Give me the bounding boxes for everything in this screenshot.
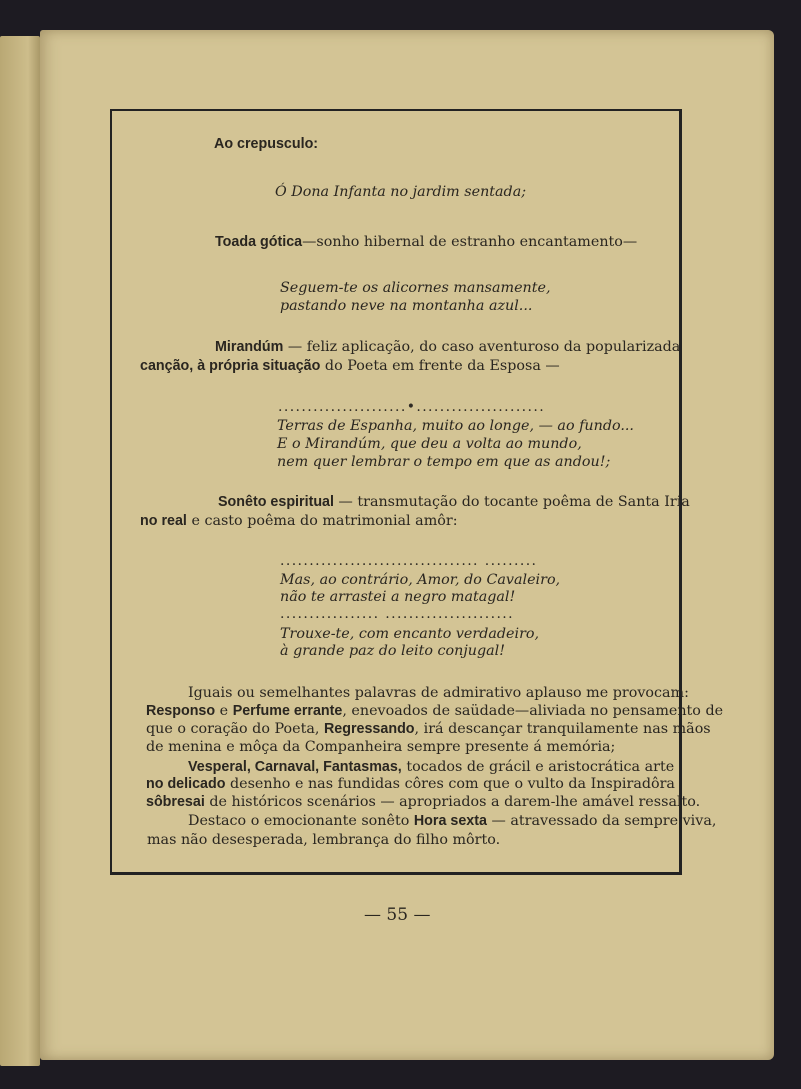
verse-line: nem quer lembrar o tempo em que as andou!; [277, 454, 611, 470]
paragraph-line: mas não desesperada, lembrança do filho môrto. [147, 832, 501, 848]
text-run: —sonho hibernal de estranho encantamento— [302, 234, 638, 250]
paragraph-line [146, 721, 711, 737]
text-bold: no delicado [146, 776, 226, 792]
paragraph-line: Iguais ou semelhantes palavras de admirativo aplauso me provocam: [188, 685, 689, 701]
verse-line: Terras de Espanha, muito ao longe, — ao fundo... [277, 418, 634, 434]
paragraph-line [215, 235, 637, 249]
paragraph-line [215, 339, 681, 355]
text-run: e casto poêma do matrimonial amôr: [191, 513, 458, 529]
paragraph-line [140, 359, 560, 373]
text-run: — atravessado da sempre viva, [486, 813, 717, 829]
poem-title: Regressando [323, 721, 415, 737]
verse-line: Mas, ao contrário, Amor, do Cavaleiro, [280, 572, 561, 588]
text-run: — feliz aplicação, do caso aventuroso da popularizada [287, 339, 681, 355]
poem-title: Sonêto espiritual [218, 494, 334, 510]
facing-page-edge [0, 36, 40, 1066]
poem-title: Responso [146, 703, 216, 719]
paragraph-line: de menina e môça da Companheira sempre presente á memória; [146, 739, 616, 755]
verse-line: Seguem-te os alicornes mansamente, [280, 280, 551, 296]
text-run: tocados de grácil e aristocrática arte [401, 759, 675, 775]
text-run: desenho e nas fundidas côres com que o vulto da Inspiradôra [225, 776, 675, 792]
poem-title: Mirandúm [215, 339, 284, 355]
text-run: do Poeta em frente da Esposa — [324, 358, 560, 374]
text-run: — transmutação do tocante poêma de Santa Iria [338, 494, 690, 510]
paragraph-line [188, 813, 717, 829]
verse-line: à grande paz do leito conjugal! [280, 643, 505, 659]
verse-line: Trouxe-te, com encanto verdadeiro, [280, 626, 540, 642]
ellipsis-row: ......................•...................... [278, 399, 546, 415]
paragraph-line [218, 494, 690, 510]
ellipsis-row: .................................. ......... [280, 553, 538, 569]
paragraph-line [146, 776, 675, 792]
text-bold: no real [140, 513, 187, 529]
verse-line: não te arrastei a negro matagal! [280, 589, 516, 605]
page-number: — 55 — [364, 905, 431, 925]
text-run: , enevoados de saüdade—aliviada no pensamento de [342, 703, 724, 719]
section-heading: Ao crepusculo: [214, 136, 319, 152]
paragraph-line [140, 514, 458, 528]
paragraph-line [146, 794, 701, 810]
text-run: Destaco o emocionante sonêto [188, 813, 414, 829]
poem-title: Hora sexta [413, 813, 487, 829]
paragraph-line [188, 759, 675, 775]
text-run: de históricos scenários — apropriados a darem-lhe amável ressalto. [204, 794, 701, 810]
poem-title: Vesperal, Carnaval, Fantasmas, [188, 759, 402, 775]
text-bold: canção, à própria situação [140, 358, 321, 374]
text-run: que o coração do Poeta, [146, 721, 324, 737]
poem-title: Perfume errante [232, 703, 343, 719]
ellipsis-row: ................. ...................... [280, 606, 515, 622]
verse-line: pastando neve na montanha azul... [280, 298, 533, 314]
text-bold: sôbresai [146, 794, 205, 810]
text-run: , irá descançar tranquilamente nas mãos [414, 721, 711, 737]
verse-line: Ó Dona Infanta no jardim sentada; [275, 184, 527, 200]
poem-title: Toada gótica [215, 234, 303, 250]
verse-line: E o Mirandúm, que deu a volta ao mundo, [277, 436, 582, 452]
paragraph-line [146, 703, 724, 719]
text-run: e [215, 703, 233, 719]
